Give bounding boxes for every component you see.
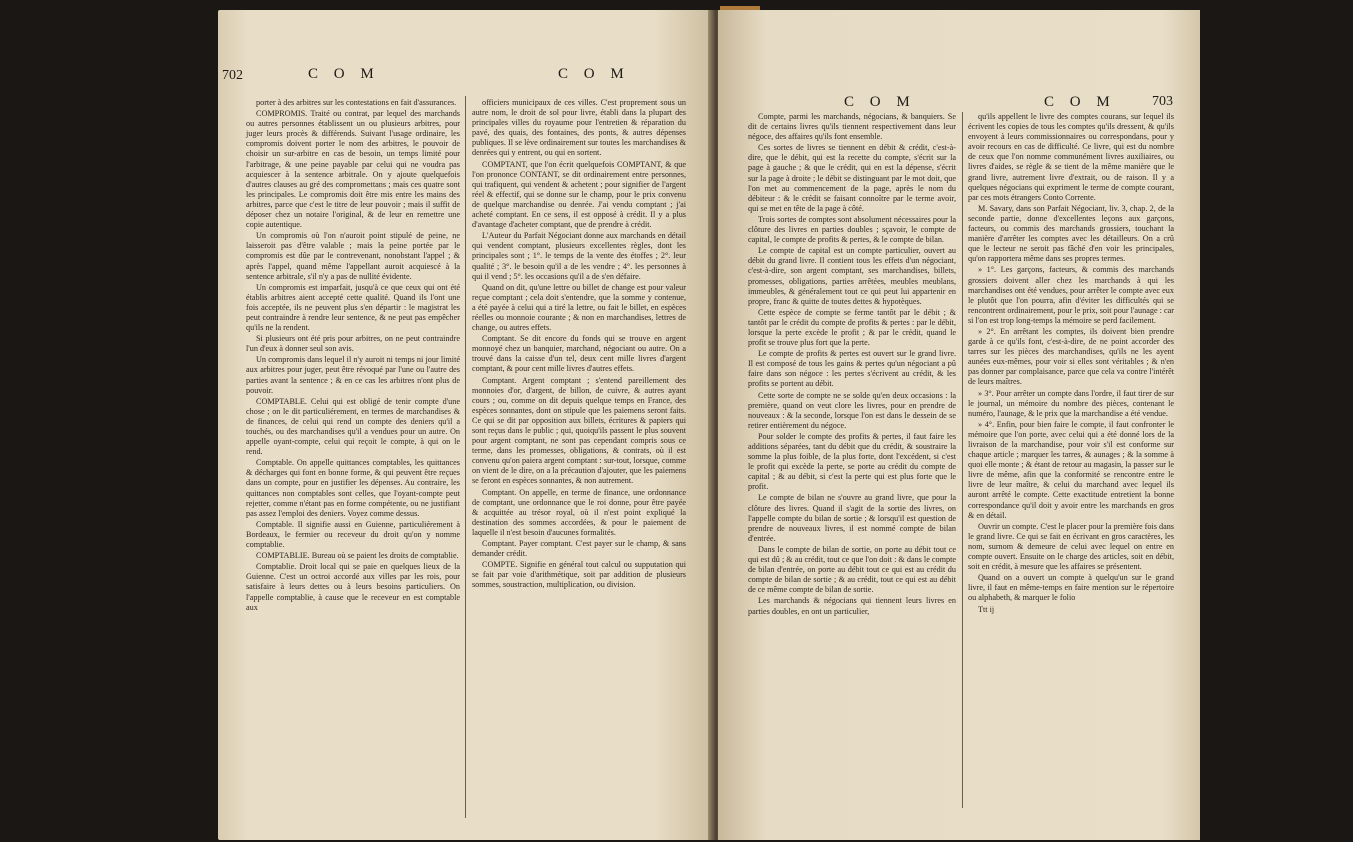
page-number: 703: [1152, 94, 1173, 109]
running-header-right: C O M: [1044, 94, 1116, 110]
paragraph: Ces sortes de livres se tiennent en débit & crédit, c'est-à-dire, que le débit, qui est la recette du compte, s'écrit sur la page à gauche ; & que le crédit, qui en est la dépense, s'écrit sur la page à droite ; le débit se distinguant par le mot doit, que l'on met au commencement de la page, après le nom du débiteur : & le crédit se faisant connoître par le terme avoir, qui se met en tête de la page à côté.: [748, 143, 956, 213]
paragraph: Le compte de bilan ne s'ouvre au grand livre, que pour la clôture des livres. Quand il s'agit de la sortie des livres, on l'appelle compte du bilan de sortie ; & lorsqu'il est question de prendre de nouveaux livres, il est nommé compte de bilan d'entrée.: [748, 493, 956, 543]
paragraph: Cette espèce de compte se ferme tantôt par le débit ; & tantôt par le crédit du compte de profits & pertes : par le débit, lorsque la perte excède le profit ; & par le crédit, quand le profit se trouve plus fort que la perte.: [748, 307, 956, 348]
column-rule: [465, 96, 466, 818]
paragraph: COMPROMIS. Traité ou contrat, par lequel des marchands ou autres personnes établissent un ou plusieurs arbitres, pour juger leurs procès & différends. Suivant l'usage ordinaire, les compromis doivent porter le nom des arbitres, le pouvoir de choisir un sur-arbitre en cas de besoin, un temps limité pour l'arbitrage, & une peine payable par celui qui ne voudra pas acquiescer à la sentence arbitrale. On y ajoute quelquefois d'autres clauses au gré des compromettans ; mais ces quatre sont les principales. Le compromis doit être mis entre les mains des arbitres, parce que c'est le titre de leur pouvoir ; mais il suffit de déposer chez un notaire l'original, & de leur en remettre une copie autentique.: [246, 109, 460, 230]
paragraph: L'Auteur du Parfait Négociant donne aux marchands en détail qui vendent comptant, plusieurs excellentes règles, dont les principales sont ; 1°. le temps de la vente des étoffes ; 2°. leur qualité ; 3°. le besoin qu'il a de les vendre ; 4°. les personnes à qui il vend ; 5°. les occasions qu'il a de s'en défaire.: [472, 231, 686, 281]
paragraph: COMPTABLIE. Bureau où se paient les droits de comptablie.: [256, 551, 459, 561]
paragraph: » 3°. Pour arrêter un compte dans l'ordre, il faut tirer de sur le journal, un mémoire du nombre des pièces, contenant le numéro, l'aunage, & le prix que la marchandise a été vendue.: [968, 388, 1174, 418]
paragraph: Comptant. Se dit encore du fonds qui se trouve en argent monnoyé chez un banquier, marchand, négociant ou autre. On a trouvé dans la caisse d'un tel, deux cent mille livres d'argent comptant, & pour cent mille livres d'autres effets.: [472, 334, 686, 374]
paragraph: COMPTANT, que l'on écrit quelquefois COMPTANT, & que l'on prononce CONTANT, se dit ordinairement entre personnes, qui trafiquent, qui vendent & achetent ; pour signifier de l'argent réel & effectif, qui se donne sur le champ, pour le prix convenu de quelque marchandise ou denrée. J'ai vendu comptant ; j'ai acheté comptant. En ce sens, il est opposé à crédit. Il y a plus d'avantage d'acheter comptant, que de prendre à crédit.: [472, 159, 686, 230]
paragraph: Compte, parmi les marchands, négocians, & banquiers. Se dit de certains livres qu'ils tiennent respectivement dans leur négoce, des affaires qu'ils font ensemble.: [748, 112, 956, 142]
paragraph: Comptable. On appelle quittances comptables, les quittances & décharges qui font en bonne forme, & qui peuvent être reçues dans un compte, pour en justifier les dépenses. Au contraire, les quittances non comptables sont celles, que l'oyant-compte peut rejetter, comme n'étant pas en forme compétente, ou ne justifiant pas assez l'emploi des deniers. Voyez comme dessus.: [246, 458, 460, 518]
paragraph: officiers municipaux de ces villes. C'est proprement sous un autre nom, le droit de sol pour livre, établi dans la plupart des principales villes du royaume pour l'entretien & réparation du pavé, des quais, des fontaines, des ponts, & autres dépenses publiques. Il se lève ordinairement sur toutes les marchandises & denrées qui y entrent, ou qui en sortent.: [472, 98, 686, 158]
paragraph: M. Savary, dans son Parfait Négociant, liv. 3, chap. 2, de la seconde partie, donne d'excellentes leçons aux garçons, facteurs, ou commis des marchands grossiers, touchant la manière d'arrêter les comptes avec les détailleurs. On a crû que le lecteur ne seroit pas fâché d'en voir les principales, qu'on rapportera même dans ses propres termes.: [968, 203, 1174, 264]
paragraph: » 4°. Enfin, pour bien faire le compte, il faut confronter le mémoire que l'on porte, avec celui qui a été donné lors de la livraison de la marchandise, pour voir s'il est conforme sur chaque article ; marquer les tarres, & aunages ; & la somme à quoi elle monte ; & étant de retour au magasin, la passer sur le livre de même, afin que la conformité se rencontre entre le livre de leur maître, & celui du marchand avec lequel ils auront arrêté le compte. Cette exactitude entretient la bonne correspondance qu'il doit y avoir entre les marchands en gros & en détail.: [968, 419, 1174, 520]
paragraph: Quand on a ouvert un compte à quelqu'un sur le grand livre, il faut en même-temps en faire mention sur le répertoire ou alphabeth, & marquer le folio: [968, 573, 1174, 603]
text-column-2: [968, 112, 1174, 616]
running-header-right: C O M: [558, 66, 630, 82]
paragraph: Un compromis est imparfait, jusqu'à ce que ceux qui ont été établis arbitres aient accepté cette qualité. Quand ils l'ont une fois acceptée, ils ne peuvent plus s'en départir : le magistrat les peut contraindre à rendre leur sentence, & ne peut pas empêcher qu'ils ne la rendent.: [246, 282, 460, 333]
text-column-2: [472, 98, 686, 592]
paragraph: Comptant. Payer comptant. C'est payer sur le champ, & sans demander crédit.: [472, 539, 686, 559]
paragraph: » 2°. En arrêtant les comptes, ils doivent bien prendre garde à ce qu'ils font, c'est-à-dire, de ne point accorder des tarres sur les pièces des marchandises, qu'ils ne les ayent aunées eux-mêmes, pour voir si elles sont véritables ; & n'en pas donner par complaisance, parce que cela va contre l'intérêt de leurs maîtres.: [968, 326, 1174, 387]
paragraph: Le compte de capital est un compte particulier, ouvert au débit du grand livre. Il contient tous les effets d'un négociant, c'est-à-dire, son argent comptant, ses marchandises, billets, promesses, obligations, parties arrêtées, meubles meublans, immeubles, & généralement tout ce qui peut lui appartenir en propre, franc & quitte de toutes dettes & hypotèques.: [748, 246, 956, 306]
paragraph: Ttt ij: [978, 604, 995, 614]
paragraph: Comptant. Argent comptant ; s'entend pareillement des monnoies d'or, d'argent, de billon, de cuivre, & autres ayant cours ; ou, comme on dit depuis quelque temps en France, des espèces sonnantes, dont on stipule que les paiemens seront faits. Ce qui se dit par opposition aux billets, écritures & papiers qui sont reçus dans le public ; qui, quoiqu'ils passent le plus souvent pour argent comptant, ne sont pas cependant compris sous ce terme, dans les promesses, obligations, & contrats, où il est convenu qu'on paiera argent comptant : sur-tout, lorsque, comme on vient de le dire, on a la précaution d'ajouter, que les paiemens se feront en espèces sonnantes, & non autrement.: [472, 375, 686, 486]
running-header-left: C O M: [844, 94, 916, 110]
column-rule: [962, 112, 963, 808]
paragraph: Quand on dit, qu'une lettre ou billet de change est pour valeur reçue comptant ; cela doit s'entendre, que la somme y contenue, a été payée à celui qui a tiré la lettre, ou fait le billet, en espèces réelles ou monnoie courante ; & non en marchandises, lettres de change, ou autres effets.: [472, 282, 686, 333]
paragraph: Comptant. On appelle, en terme de finance, une ordonnance de comptant, une ordonnance que le roi donne, pour être payée & acquittée au trésor royal, où il n'est point expliqué la destination des sommes accordées, & pour le paiement de laquelle il n'est besoin d'aucunes formalités.: [472, 487, 686, 537]
paragraph: COMPTE. Signifie en général tout calcul ou supputation qui se fait par voie d'arithmétique, soit par addition de plusieurs sommes, soustraction, multiplication, ou division.: [472, 560, 686, 590]
paragraph: Comptablie. Droit local qui se paie en quelques lieux de la Guienne. C'est un octroi accordé aux villes par les rois, pour satisfaire à leurs dettes ou à leurs besoins particuliers. On l'appelle comptablie, à cause que le receveur en est comptable aux: [246, 562, 460, 612]
paragraph: » 1°. Les garçons, facteurs, & commis des marchands grossiers doivent aller chez les marchands à qui les marchandises ont été vendues, pour arrêter le compte avec eux le plutôt que l'on pourra, afin d'éviter les difficultés qui se rencontrent ordinairement, pour le prix, soit pour l'aunage : car si l'on est trop long-temps la mémoire se perd facilement.: [968, 265, 1174, 325]
paragraph: Un compromis dans lequel il n'y auroit ni temps ni jour limité aux arbitres pour juger, peut être révoqué par l'une ou l'autre des parties avant la sentence ; & en ce cas les arbitres n'ont plus de pouvoir.: [246, 355, 460, 395]
paragraph: Un compromis où l'on n'auroit point stipulé de peine, ne laisseroit pas d'être valable ; mais la peine portée par le compromis est dûe par le contrevenant, nonobstant l'appel ; & après l'appel, quand même l'appellant auroit acquiescé à la sentence arbitrale, s'il n'y a pas de nullité évidente.: [246, 231, 460, 281]
text-column-1: [246, 98, 460, 614]
paragraph: Cette sorte de compte ne se solde qu'en deux occasions : la première, quand on veut clore les livres, pour en prendre de nouveaux : & la seconde, lorsque l'on est dans le dessein de se retirer entièrement du négoce.: [748, 390, 956, 430]
paragraph: Ouvrir un compte. C'est le placer pour la première fois dans le grand livre. Ce qui se fait en écrivant en gros caractères, les nom, surnom & demeure de celui avec lequel on entre en compte ouvert. Ensuite on le charge des articles, soit en débit, soit en crédit, à mesure que les affaires se présentent.: [968, 521, 1174, 572]
paragraph: COMPTABLE. Celui qui est obligé de tenir compte d'une chose ; on le dit particuliérement, en termes de marchandises & de finances, de celui qui rend un compte des deniers qu'il a touchés, ou des marchandises qu'il a vendues pour un autre. On appelle oyant-compte, celui qui reçoit le compte, à qui on le rend.: [246, 396, 460, 457]
paragraph: Les marchands & négocians qui tiennent leurs livres en parties doubles, en ont un particulier,: [748, 596, 956, 616]
text-column-1: [748, 112, 956, 618]
paragraph: Trois sortes de comptes sont absolument nécessaires pour la clôture des livres en parties doubles ; sçavoir, le compte de capital, le compte de profits & pertes, & le compte de bilan.: [748, 214, 956, 245]
running-header-left: C O M: [308, 66, 380, 82]
paragraph: porter à des arbitres sur les contestations en fait d'assurances.: [256, 98, 457, 107]
paragraph: Le compte de profits & pertes est ouvert sur le grand livre. Il est composé de tous les gains & pertes qu'un négociant a pû faire dans son négoce : les pertes s'écrivent au crédit, & les profits se portent au débit.: [748, 349, 956, 389]
page-number: 702: [222, 68, 243, 83]
paragraph: Comptable. Il signifie aussi en Guienne, particuliérement à Bordeaux, le fermier ou receveur du droit qu'on y nomme comptablie.: [246, 519, 460, 550]
paragraph: Pour solder le compte des profits & pertes, il faut faire les additions séparées, tant du débit que du crédit, & soustraire la somme la plus foible, de la plus forte, dont l'excédent, si c'est le profit qui excède la perte, se porte au crédit du compte de capital ; & au débit, si c'est la perte qui est plus forte que le profit.: [748, 431, 956, 492]
left-page: [218, 10, 714, 840]
paragraph: Dans le compte de bilan de sortie, on porte au débit tout ce qui est dû ; & au crédit, tout ce que l'on doit : & dans le compte de bilan d'entrée, on porte au débit tout ce qui est au crédit du compte de bilan de sortie ; & au crédit, tout ce qui est au débit de ce même compte de bilan de sortie.: [748, 544, 956, 595]
paragraph: Si plusieurs ont été pris pour arbitres, on ne peut contraindre l'un d'eux à donner seul son avis.: [246, 334, 460, 354]
paragraph: qu'ils appellent le livre des comptes courans, sur lequel ils écrivent les copies de tous les comptes qu'ils dressent, & qu'ils envoyent à leurs commissionnaires ou correspondans, pour y avoir recours en cas de difficulté. Ce livre, qui est du nombre de ceux que l'on nomme communément livres auxiliaires, ou livres d'aides, se règle & se tient de la même manière que le grand livre, autrement livre d'extrait, ou de raison. Il y a quelques négocians qui expriment le terme de compte courant, par ces mots étrangers Conto Corrente.: [968, 112, 1174, 202]
right-page: [718, 10, 1200, 840]
